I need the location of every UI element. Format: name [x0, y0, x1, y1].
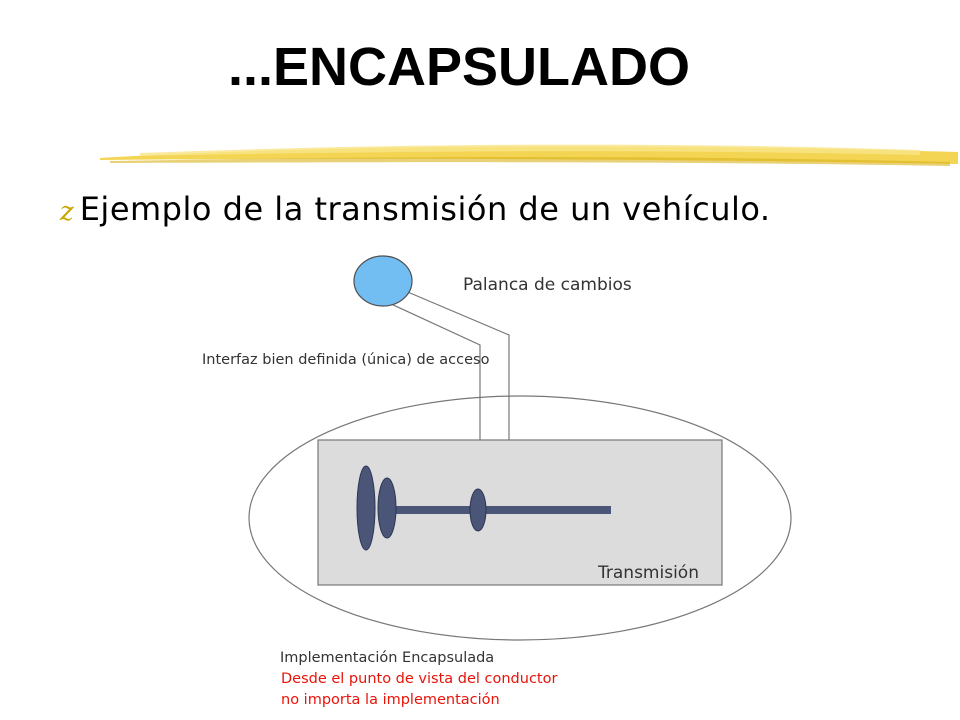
implementation-label: Implementación Encapsulada — [280, 650, 495, 666]
interface-label: Interfaz bien definida (única) de acceso — [202, 352, 490, 368]
transmission-shaft — [383, 506, 611, 514]
gear-large — [357, 466, 375, 550]
bullet-text: Ejemplo de la transmisión de un vehículo. — [79, 190, 771, 228]
gear-lever-label: Palanca de cambios — [463, 275, 632, 295]
transmission-label: Transmisión — [598, 563, 699, 583]
gear-small — [470, 489, 486, 531]
gear-medium — [378, 478, 396, 538]
bullet-z-icon: z — [60, 197, 74, 227]
slide-title: ...ENCAPSULADO — [228, 37, 691, 97]
driver-note-line2: no importa la implementación — [281, 692, 500, 708]
gear-lever-knob — [354, 256, 412, 306]
driver-note-line1: Desde el punto de vista del conductor — [281, 671, 558, 687]
